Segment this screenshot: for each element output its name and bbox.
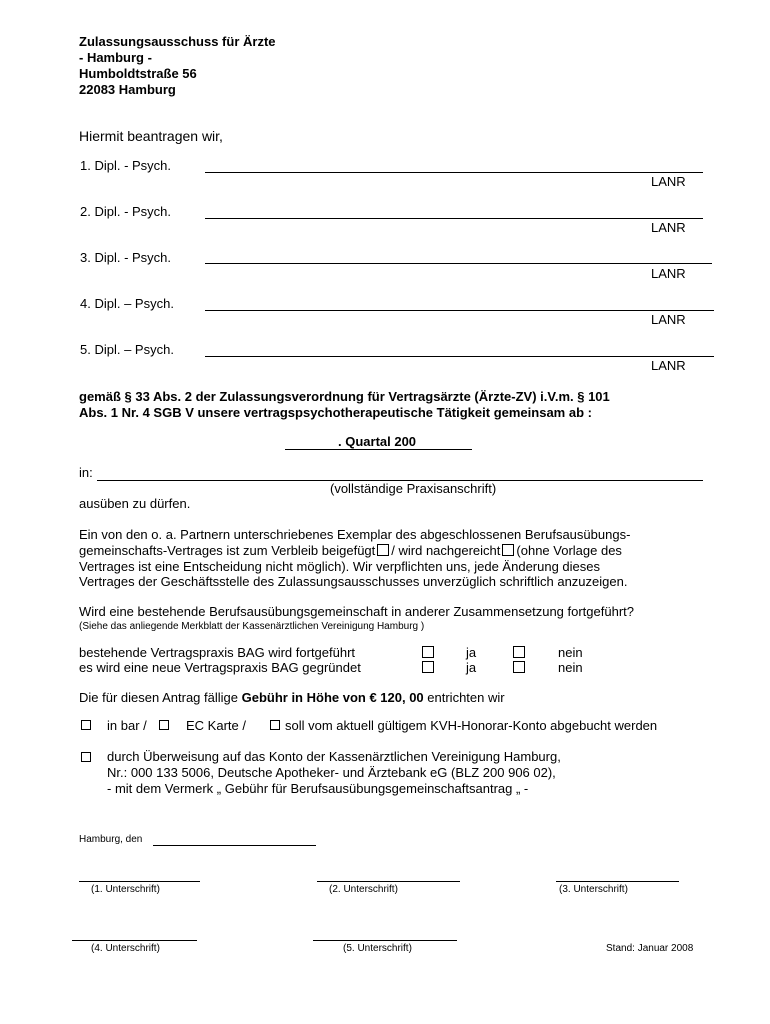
signature-line-1[interactable] (79, 881, 200, 882)
address-line-4: 22083 Hamburg (79, 82, 176, 97)
option-yes-label: ja (466, 645, 477, 660)
option-yes-label: ja (466, 660, 477, 675)
option-no-checkbox[interactable] (513, 661, 525, 673)
fee-pre: Die für diesen Antrag fällige (79, 690, 242, 705)
place-date-label: Hamburg, den (79, 834, 143, 845)
transfer-line-2: Nr.: 000 133 5006, Deutsche Apotheker- und Ärztebank eG (BLZ 200 906 02), (107, 765, 556, 780)
fee-amount: Gebühr in Höhe von € 120, 00 (241, 690, 424, 705)
signature-4-caption: (4. Unterschrift) (91, 943, 160, 954)
option-no-label: nein (558, 660, 583, 675)
intro-text: Hiermit beantragen wir, (79, 128, 223, 144)
contract-later-text: / wird nachgereicht (391, 543, 501, 558)
signature-line-5[interactable] (313, 940, 457, 941)
contract-line-2 (79, 543, 622, 558)
fee-line (79, 690, 505, 705)
transfer-checkbox[interactable] (81, 752, 91, 762)
fee-post: entrichten wir (423, 690, 505, 705)
lanr-label: LANR (651, 220, 686, 235)
location-suffix: ausüben zu dürfen. (79, 496, 191, 511)
legal-line-1: gemäß § 33 Abs. 2 der Zulassungsverordnung für Vertragsärzte (Ärzte-ZV) i.V.m. § 101 (79, 389, 610, 404)
signature-line-2[interactable] (317, 881, 460, 882)
kvh-account-checkbox[interactable] (270, 720, 280, 730)
form-version: Stand: Januar 2008 (606, 943, 694, 954)
contract-line-4: Vertrages der Geschäftsstelle des Zulassungsausschusses unverzüglich schriftlich anzuzeigen. (79, 574, 628, 589)
signature-3-caption: (3. Unterschrift) (559, 884, 628, 895)
signature-5-caption: (5. Unterschrift) (343, 943, 412, 954)
applicant-label: 5. Dipl. – Psych. (80, 342, 174, 357)
ec-card-checkbox[interactable] (159, 720, 169, 730)
question-text: Wird eine bestehende Berufsausübungsgemeinschaft in anderer Zusammensetzung fortgeführt? (79, 604, 634, 619)
practice-address-caption: (vollständige Praxisanschrift) (330, 481, 497, 496)
address-line-2: - Hamburg - (79, 50, 152, 65)
applicant-label: 2. Dipl. - Psych. (80, 204, 172, 219)
transfer-line-3: - mit dem Vermerk „ Gebühr für Berufsausübungsgemeinschaftsantrag „ - (107, 781, 529, 796)
applicant-label: 4. Dipl. – Psych. (80, 296, 174, 311)
signature-1-caption: (1. Unterschrift) (91, 884, 160, 895)
applicant-name-field[interactable] (205, 172, 703, 173)
signature-line-4[interactable] (72, 940, 197, 941)
option-yes-checkbox[interactable] (422, 661, 434, 673)
quarter-label: . Quartal 200 (338, 434, 417, 449)
contract-attached-text: gemeinschafts-Vertrages ist zum Verbleib beigefügt (79, 543, 376, 558)
option-label: bestehende Vertragspraxis BAG wird fortgeführt (79, 645, 356, 660)
contract-line-3: Vertrages ist eine Entscheidung nicht möglich). Wir verpflichten uns, jede Änderung dieses (79, 559, 601, 574)
attached-checkbox[interactable] (377, 544, 389, 556)
address-line-3: Humboldtstraße 56 (79, 66, 197, 81)
quarter-field[interactable] (285, 449, 472, 450)
cash-checkbox[interactable] (81, 720, 91, 730)
applicant-name-field[interactable] (205, 310, 714, 311)
signature-2-caption: (2. Unterschrift) (329, 884, 398, 895)
applicant-name-field[interactable] (205, 263, 712, 264)
contract-line-1: Ein von den o. a. Partnern unterschriebenes Exemplar des abgeschlossenen Berufsausübungs- (79, 527, 631, 542)
contract-note-text: (ohne Vorlage des (516, 543, 622, 558)
kvh-account-label: soll vom aktuell gültigem KVH-Honorar-Konto abgebucht werden (285, 718, 658, 733)
lanr-label: LANR (651, 312, 686, 327)
address-line-1: Zulassungsausschuss für Ärzte (79, 34, 276, 49)
place-date-field[interactable] (153, 845, 316, 846)
applicant-name-field[interactable] (205, 218, 703, 219)
option-yes-checkbox[interactable] (422, 646, 434, 658)
option-label: es wird eine neue Vertragspraxis BAG gegründet (79, 660, 361, 675)
option-no-checkbox[interactable] (513, 646, 525, 658)
legal-line-2: Abs. 1 Nr. 4 SGB V unsere vertragspsychotherapeutische Tätigkeit gemeinsam ab : (79, 405, 592, 420)
lanr-label: LANR (651, 174, 686, 189)
lanr-label: LANR (651, 266, 686, 281)
later-checkbox[interactable] (502, 544, 514, 556)
lanr-label: LANR (651, 358, 686, 373)
signature-line-3[interactable] (556, 881, 679, 882)
location-in-label: in: (79, 465, 93, 480)
transfer-line-1: durch Überweisung auf das Konto der Kassenärztlichen Vereinigung Hamburg, (107, 749, 561, 764)
question-note: (Siehe das anliegende Merkblatt der Kassenärztlichen Vereinigung Hamburg ) (79, 621, 425, 632)
applicant-name-field[interactable] (205, 356, 714, 357)
applicant-label: 1. Dipl. - Psych. (80, 158, 172, 173)
option-no-label: nein (558, 645, 583, 660)
ec-card-label: EC Karte / (186, 718, 246, 733)
cash-label: in bar / (107, 718, 147, 733)
applicant-label: 3. Dipl. - Psych. (80, 250, 172, 265)
